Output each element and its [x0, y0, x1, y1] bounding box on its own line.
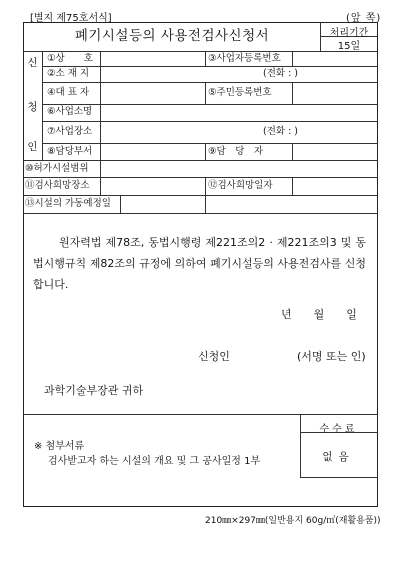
column-rule [205, 143, 206, 160]
fee-value: 없음 [322, 451, 355, 463]
business-reg-number-label: ③사업자등록번호 [208, 53, 281, 64]
date-line: 년 월 일 [281, 308, 357, 321]
license-scope-label: ⑩허가시설범위 [25, 163, 89, 174]
attachment-item: 검사받고자 하는 시설의 개요 및 그 공사일정 1부 [48, 456, 261, 467]
page-side-label: (앞 쪽) [346, 13, 382, 24]
company-name-label: ①상 호 [47, 53, 93, 64]
row-rule [23, 213, 378, 214]
addressee: 과학기술부장관 귀하 [44, 384, 144, 397]
form-title: 폐기시설등의 사용전검사신청서 [74, 28, 270, 44]
processing-period-value: 15일 [337, 41, 361, 52]
applicant-section-char: 청 [27, 101, 38, 113]
business-site-label: ⑦사업장소 [47, 126, 93, 137]
paper-spec-note: 210㎜×297㎜(일반용지 60g/㎡(재활용품)) [205, 516, 381, 526]
column-rule [292, 82, 293, 104]
column-rule [120, 195, 121, 213]
row-rule [23, 160, 378, 161]
phone-label: (전화 : ) [263, 68, 299, 79]
column-rule [100, 51, 101, 177]
inspection-date-label: ⑫검사희망일자 [208, 180, 273, 191]
row-rule [23, 51, 378, 52]
attachment-heading: ※ 첨부서류 [34, 441, 85, 452]
operation-date-label: ⑬시설의 가동예정일 [25, 198, 111, 209]
section-rule [23, 414, 378, 415]
person-in-charge-label: ⑨담 당 자 [208, 146, 264, 157]
column-rule [100, 177, 101, 195]
column-rule [205, 177, 206, 195]
representative-label: ④대 표 자 [47, 87, 90, 98]
phone-label: (전화 : ) [263, 126, 299, 137]
row-rule [42, 82, 378, 83]
department-label: ⑧담당부서 [47, 146, 93, 157]
fee-label: 수수료 [319, 424, 358, 435]
column-rule [205, 195, 206, 213]
resident-reg-number-label: ⑤주민등록번호 [208, 87, 272, 98]
column-rule [292, 51, 293, 66]
row-rule [23, 195, 378, 196]
fee-rule [300, 477, 378, 478]
application-statement: 원자력법 제78조, 동법시행령 제221조의2 · 제221조의3 및 동법시행규칙 제82조의 규정에 의하여 폐기시설등의 사용전검사를 신청합니다. [33, 236, 366, 291]
applicant-section-char: 신 [27, 57, 38, 69]
business-office-name-label: ⑥사업소명 [47, 106, 93, 117]
row-rule [42, 66, 378, 67]
applicant-section-char: 인 [27, 141, 38, 153]
location-label: ②소 재 지 [47, 68, 90, 79]
inspection-place-label: ⑪검사희망장소 [25, 180, 90, 191]
row-rule [42, 143, 378, 144]
column-rule [292, 177, 293, 195]
applicant-label: 신청인 [198, 350, 230, 363]
row-rule [42, 121, 378, 122]
column-rule [42, 51, 43, 160]
processing-period-label: 처리기간 [329, 28, 369, 39]
signature-label: (서명 또는 인) [297, 350, 366, 363]
row-rule [23, 177, 378, 178]
column-rule [205, 51, 206, 66]
form-number: [별지 제75호서식] [30, 13, 112, 24]
column-rule [205, 82, 206, 104]
row-rule [42, 104, 378, 105]
column-rule [292, 143, 293, 160]
